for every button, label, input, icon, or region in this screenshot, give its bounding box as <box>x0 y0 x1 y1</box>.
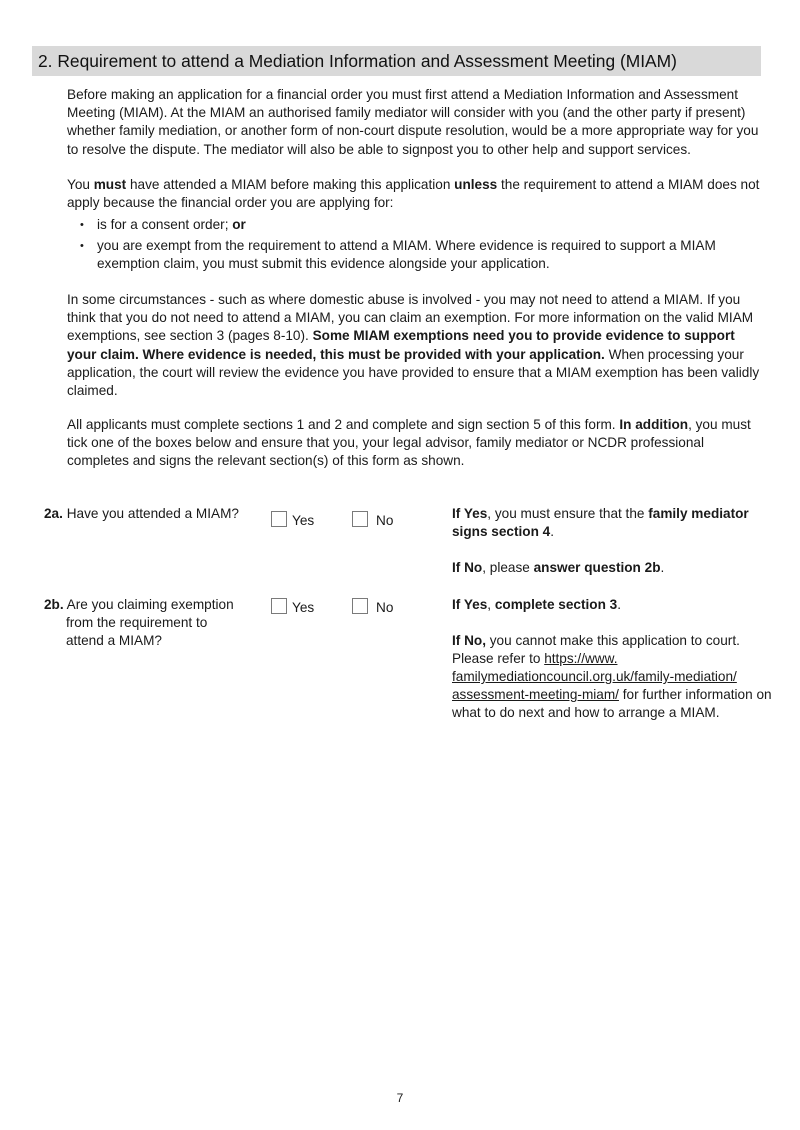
question-2a <box>44 505 264 523</box>
emphasis-unless: unless <box>454 177 498 192</box>
text-fragment: you cannot make this application to court. Please refer to <box>452 633 740 666</box>
emphasis-in-addition: In addition <box>619 417 689 432</box>
q2b-no-checkbox[interactable] <box>352 598 368 614</box>
q2b-no-label: No <box>376 600 394 615</box>
text-fragment: , please <box>482 560 534 575</box>
text-fragment: . <box>660 560 665 575</box>
link-text: https://www. <box>544 651 618 666</box>
bullet-icon: • <box>80 219 84 232</box>
emphasis-or: or <box>232 217 246 233</box>
applicants-text <box>67 416 767 471</box>
text-fragment: , you must tick one of the boxes below and ensure that you, your legal advisor, family mediator or NCDR professional completes and signs the relevant section(s) of this form as shown. <box>67 417 751 469</box>
text-fragment: you are exempt from the requirement to attend a MIAM. Where evidence is required to support a MIAM exemption claim, you must submit this evidence alongside your application. <box>97 237 716 271</box>
q2a-instructions <box>452 505 772 577</box>
text-fragment: family mediator signs section 4 <box>452 506 749 539</box>
link-text: familymediationcouncil.org.uk/family-mediation/ <box>452 669 737 684</box>
section-title: 2. Requirement to attend a Mediation Information and Assessment Meeting (MIAM) <box>32 46 761 76</box>
q2a-yes-checkbox[interactable] <box>271 511 287 527</box>
text-fragment: If Yes <box>452 597 488 612</box>
question-text: Have you attended a MIAM? <box>66 506 239 521</box>
intro-text-1: Before making an application for a financial order you must first attend a Mediation Information and Assessment Meeting (MIAM). At the MIAM an authorised family mediator will consider with you (and the other party if present) whether family mediation, or another form of non-court dispute resolution, would be a more appropriate way for you to resolve the dispute. The mediator will also be able to signpost you to other help and support services. <box>67 87 759 157</box>
intro-paragraph-1 <box>67 86 767 159</box>
question-number: 2b. <box>44 597 64 612</box>
text-fragment: If No <box>452 560 483 575</box>
text-fragment: . <box>550 524 554 539</box>
intro-paragraph-3 <box>67 291 767 400</box>
text-fragment: have attended a MIAM before making this application <box>126 177 455 192</box>
text-fragment: is for a consent order; <box>97 217 233 233</box>
emphasis-must: must <box>93 177 127 192</box>
q2a-if-no <box>452 559 772 577</box>
text-fragment: answer question 2b <box>533 560 661 575</box>
q2b-yes-label: Yes <box>292 600 315 615</box>
link-text: assessment-meeting-miam/ <box>452 687 619 702</box>
exemption-text <box>67 291 767 400</box>
q2b-if-yes <box>452 596 772 614</box>
question-text: from the requirement to <box>66 615 208 631</box>
q2a-no-checkbox[interactable] <box>352 511 368 527</box>
text-fragment: complete section 3 <box>494 597 618 612</box>
text-fragment: All applicants must complete sections 1 and 2 and complete and sign section 5 of this form. <box>67 417 620 432</box>
page-number: 7 <box>396 1091 404 1105</box>
q2b-if-no <box>452 632 772 722</box>
text-fragment: for further information on what to do next and how to arrange a MIAM. <box>452 687 772 720</box>
must-attend-text <box>67 176 767 212</box>
evidence-warning: Some MIAM exemptions need you to provide evidence to support your claim. Where evidence is needed, this must be provided with your application. <box>67 328 735 362</box>
text-fragment: You <box>67 177 94 192</box>
text-fragment: In some circumstances - such as where domestic abuse is involved - you may not need to attend a MIAM. If you think that you do not need to attend a MIAM, you can claim an exemption. For more information on the valid MIAM exemptions, see section 3 (pages 8-10). <box>67 292 754 344</box>
exception-list <box>67 216 767 273</box>
list-item <box>67 216 767 234</box>
question-text: Are you claiming exemption <box>66 597 234 612</box>
text-fragment: , you must ensure that the <box>487 506 649 521</box>
list-item <box>67 237 767 273</box>
q2a-if-yes <box>452 505 772 541</box>
text-fragment: . <box>617 597 622 612</box>
question-2b <box>44 596 264 651</box>
text-fragment: If No, <box>452 633 486 648</box>
q2a-no-label: No <box>376 513 394 528</box>
text-fragment: If Yes <box>452 506 488 521</box>
question-text: attend a MIAM? <box>66 633 162 649</box>
intro-paragraph-2 <box>67 176 767 275</box>
intro-paragraph-4 <box>67 416 767 471</box>
question-number: 2a. <box>44 506 63 521</box>
q2b-instructions <box>452 596 772 722</box>
text-fragment: the requirement to attend a MIAM does not apply because the financial order you are applying for: <box>67 177 760 211</box>
q2b-yes-checkbox[interactable] <box>271 598 287 614</box>
bullet-icon: • <box>80 239 84 252</box>
text-fragment: When processing your application, the court will review the evidence you have provided to ensure that a MIAM exemption has been validly claimed. <box>67 346 760 399</box>
q2a-yes-label: Yes <box>292 513 315 528</box>
text-fragment: , <box>487 597 495 612</box>
